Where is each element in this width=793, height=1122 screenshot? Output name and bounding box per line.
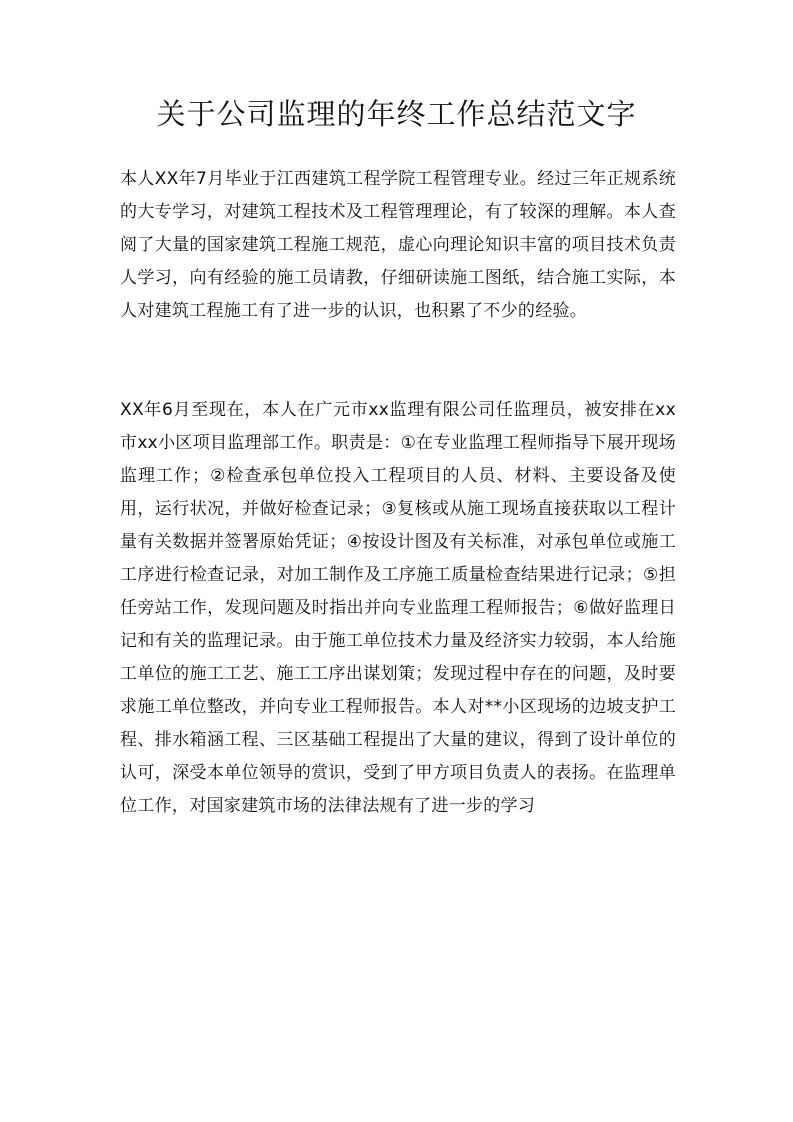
document-title: 关于公司监理的年终工作总结范文字 <box>156 97 637 131</box>
paragraph-work-duties: XX年6月至现在，本人在广元市xx监理有限公司任监理员，被安排在xx市xx小区项目监理部工作。职责是：①在专业监理工程师指导下展开现场监理工作；②检查承包单位投入工程项目的人员、材料、主要设备及使用，运行状况，并做好检查记录；③复核或从施工现场直接获取以工程计量有关数据并签署原始凭证；④按设计图及有关标准，对承包单位或施工工序进行检查记录，对加工制作及工序施工质量检查结果进行记录；⑤担任旁站工作，发现问题及时指出并向专业监理工程师报告；⑥做好监理日记和有关的监理记录。由于施工单位技术力量及经济实力较弱，本人给施工单位的施工工艺、施工工序出谋划策；发现过程中存在的问题，及时要求施工单位整改，并向专业工程师报告。本人对**小区现场的边坡支护工程、排水箱涵工程、三区基础工程提出了大量的建议，得到了设计单位的认可，深受本单位领导的赏识，受到了甲方项目负责人的表扬。在监理单位工作，对国家建筑市场的法律法规有了进一步的学习 <box>120 400 676 816</box>
paragraph-education: 本人XX年7月毕业于江西建筑工程学院工程管理专业。经过三年正规系统的大专学习，对建筑工程技术及工程管理理论，有了较深的理解。本人查阅了大量的国家建筑工程施工规范，虚心向理论知识丰富的项目技术负责人学习，向有经验的施工员请教，仔细研读施工图纸，结合施工实际，本人对建筑工程施工有了进一步的认识，也积累了不少的经验。 <box>120 169 676 321</box>
